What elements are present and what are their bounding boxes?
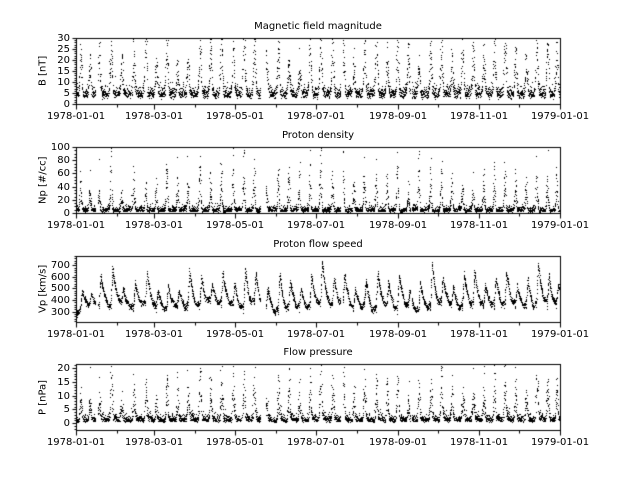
y-tick-label: 0 (63, 99, 70, 110)
y-tick-label: 15 (57, 377, 70, 388)
x-tick-label: 1978-09-01 (368, 329, 428, 340)
panel-title-proton-density: Proton density (281, 130, 355, 141)
x-tick-label: 1978-11-01 (449, 329, 509, 340)
x-tick-label: 1978-01-01 (46, 329, 106, 340)
x-tick-label: 1978-09-01 (368, 437, 428, 448)
y-tick-label: 10 (57, 391, 70, 402)
x-tick-label: 1978-03-01 (124, 220, 184, 231)
y-tick-label: 600 (50, 272, 70, 283)
y-axis-label-b: B [nT] (37, 55, 49, 87)
panel-title-proton-flow-speed: Proton flow speed (273, 239, 363, 250)
x-tick-label: 1978-03-01 (124, 437, 184, 448)
x-tick-label: 1978-07-01 (286, 220, 346, 231)
y-tick-label: 20 (57, 195, 70, 206)
y-tick-label: 5 (63, 404, 70, 415)
x-tick-label: 1978-01-01 (46, 437, 106, 448)
x-tick-label: 1978-11-01 (449, 220, 509, 231)
x-tick-label: 1978-11-01 (449, 437, 509, 448)
y-tick-label: 5 (63, 88, 70, 99)
y-tick-label: 0 (63, 208, 70, 219)
y-tick-label: 400 (50, 295, 70, 306)
x-tick-label: 1978-05-01 (205, 329, 265, 340)
y-tick-label: 60 (57, 168, 70, 179)
y-tick-label: 80 (57, 155, 70, 166)
y-tick-label: 300 (50, 307, 70, 318)
x-tick-label: 1978-05-01 (205, 437, 265, 448)
x-tick-label: 1979-01-01 (530, 111, 590, 122)
y-tick-label: 20 (57, 363, 70, 374)
x-tick-label: 1978-09-01 (368, 220, 428, 231)
x-tick-label: 1978-09-01 (368, 111, 428, 122)
y-tick-label: 500 (50, 283, 70, 294)
x-tick-label: 1978-05-01 (205, 111, 265, 122)
x-tick-label: 1978-07-01 (286, 329, 346, 340)
x-tick-label: 1979-01-01 (530, 220, 590, 231)
y-tick-label: 700 (50, 260, 70, 271)
y-tick-label: 100 (50, 142, 70, 153)
panel-title-flow-pressure: Flow pressure (283, 347, 353, 358)
x-tick-label: 1978-07-01 (286, 111, 346, 122)
y-tick-label: 15 (57, 66, 70, 77)
x-tick-label: 1978-05-01 (205, 220, 265, 231)
y-tick-label: 20 (57, 55, 70, 66)
y-tick-label: 0 (63, 418, 70, 429)
y-tick-label: 30 (57, 33, 70, 44)
y-axis-label-p: P [nPa] (37, 379, 49, 415)
x-tick-label: 1978-07-01 (286, 437, 346, 448)
y-axis-label-np: Np [#/cc] (37, 156, 49, 204)
panel-title-magnetic-field: Magnetic field magnitude (254, 21, 382, 32)
x-tick-label: 1978-11-01 (449, 111, 509, 122)
y-tick-label: 40 (57, 182, 70, 193)
x-tick-label: 1978-03-01 (124, 111, 184, 122)
x-tick-label: 1978-01-01 (46, 111, 106, 122)
y-axis-label-vp: Vp [km/s] (37, 264, 49, 314)
y-tick-label: 25 (57, 44, 70, 55)
x-tick-label: 1979-01-01 (530, 437, 590, 448)
x-tick-label: 1978-01-01 (46, 220, 106, 231)
x-tick-label: 1979-01-01 (530, 329, 590, 340)
x-tick-label: 1978-03-01 (124, 329, 184, 340)
y-tick-label: 10 (57, 77, 70, 88)
